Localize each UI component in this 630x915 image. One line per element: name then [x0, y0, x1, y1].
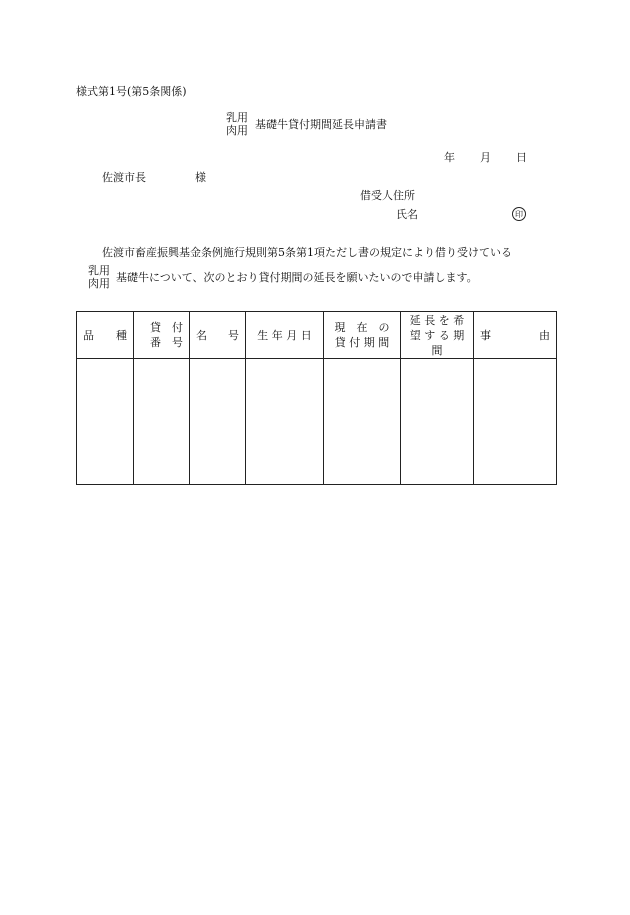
- header-name-1: 名: [196, 329, 207, 342]
- addressee-honorific: 様: [195, 171, 206, 184]
- applicant-name-label: 氏名: [396, 208, 418, 221]
- header-current-period-1: 現 在 の: [334, 321, 390, 334]
- cell-current-period[interactable]: [324, 359, 401, 485]
- body-line-2: 基礎牛について、次のとおり貸付期間の延長を願いたいので申請します。: [116, 271, 478, 284]
- table-header-row: [77, 312, 557, 359]
- date-year: 年: [444, 151, 455, 164]
- date-month: 月: [480, 151, 491, 164]
- header-birth-date-text: 生 年 月 日: [257, 329, 312, 342]
- header-reason-2: 由: [539, 329, 550, 342]
- date-day: 日: [516, 151, 527, 164]
- cell-breed[interactable]: [77, 359, 134, 485]
- cell-extension-period[interactable]: [401, 359, 474, 485]
- header-reason-1: 事: [480, 329, 491, 342]
- header-extension-period-2: 望 す る 期: [409, 328, 465, 342]
- body-milk: 乳用: [88, 264, 110, 277]
- title-meat: 肉用: [226, 124, 248, 137]
- header-loan-number: [134, 312, 190, 359]
- header-extension-period: [401, 312, 474, 359]
- application-table: [76, 311, 557, 485]
- form-number: 様式第1号(第5条関係): [76, 85, 187, 98]
- header-breed-2: 種: [116, 329, 127, 342]
- header-breed-1: 品: [83, 329, 94, 342]
- seal-mark: 印: [512, 207, 526, 221]
- header-reason: [474, 312, 557, 359]
- title-main: 基礎牛貸付期間延長申請書: [255, 118, 387, 131]
- header-current-period: [324, 312, 401, 359]
- title-type-stack: [226, 111, 248, 137]
- header-breed: [77, 312, 134, 359]
- cell-birth-date[interactable]: [246, 359, 324, 485]
- title-milk: 乳用: [226, 111, 248, 124]
- cell-reason[interactable]: [474, 359, 557, 485]
- header-name-2: 号: [228, 329, 239, 342]
- body-line-1: 佐渡市畜産振興基金条例施行規則第5条第1項ただし書の規定により借り受けている: [102, 246, 512, 259]
- header-loan-number-1: 貸 付: [150, 321, 183, 334]
- applicant-address-label: 借受人住所: [360, 189, 415, 202]
- header-name: [190, 312, 246, 359]
- addressee-name: 佐渡市長: [102, 171, 146, 184]
- header-birth-date: [246, 312, 324, 359]
- header-extension-period-1: 延 長 を 希: [409, 313, 465, 327]
- cell-loan-number[interactable]: [134, 359, 190, 485]
- table-row: [77, 359, 557, 485]
- header-extension-period-3: 間: [431, 343, 443, 357]
- header-current-period-2: 貸 付 期 間: [334, 336, 390, 349]
- body-meat: 肉用: [88, 277, 110, 290]
- cell-name[interactable]: [190, 359, 246, 485]
- body-type-stack: [88, 264, 110, 290]
- header-loan-number-2: 番 号: [150, 336, 183, 349]
